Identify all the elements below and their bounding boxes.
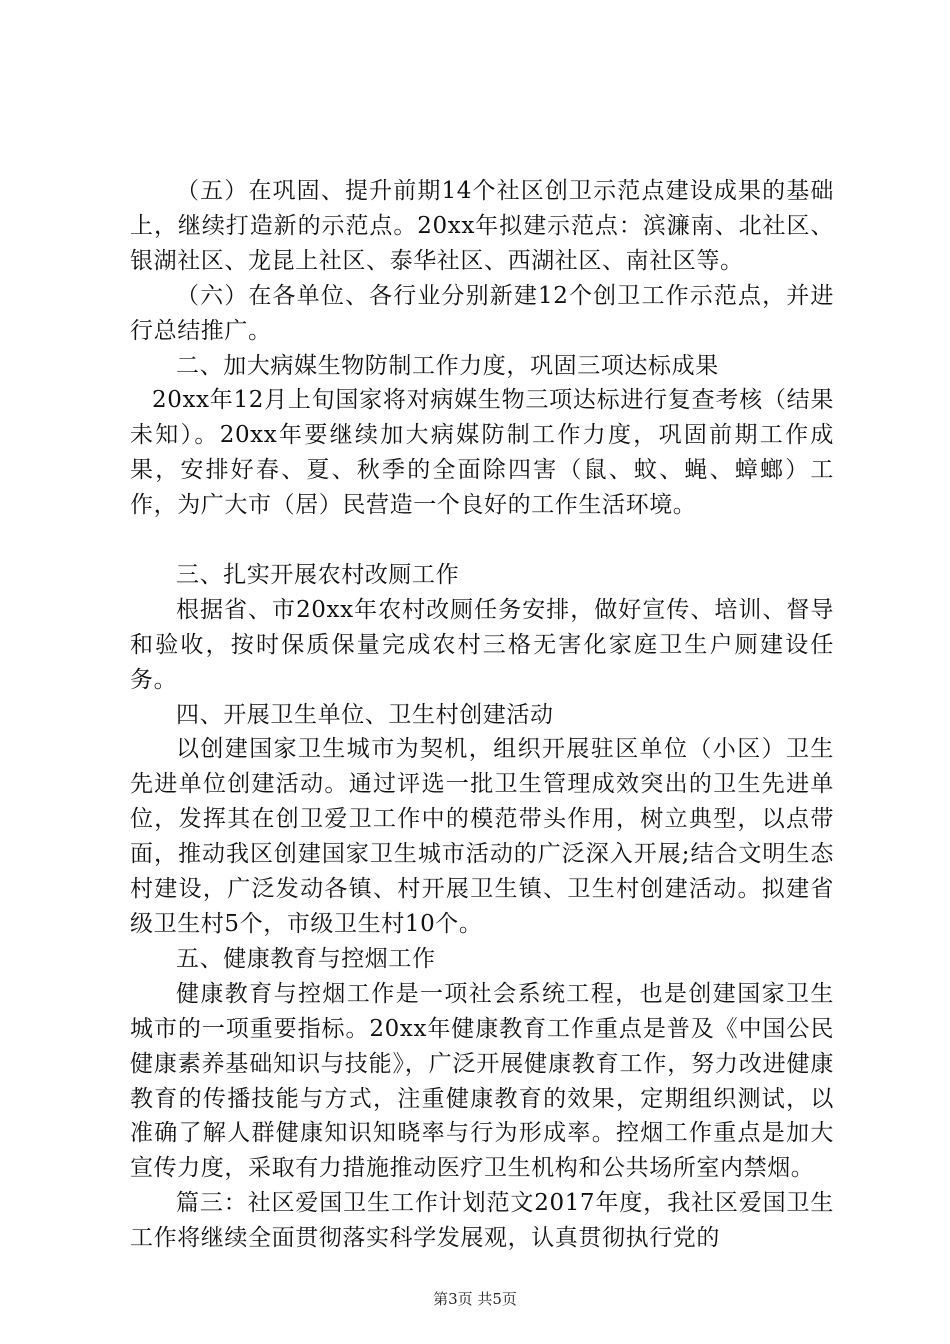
paragraph-part-three: 篇三：社区爱国卫生工作计划范文2017年度，我社区爱国卫生工作将继续全面贯彻落实科学发展观，认真贯彻执行党的	[130, 1190, 834, 1252]
page-number-footer: 第3页 共5页	[433, 1290, 517, 1308]
paragraph-item-six: （六）在各单位、各行业分别新建12个创卫工作示范点，并进行总结推广。	[130, 282, 834, 344]
section-heading-toilet-reform: 三、扎实开展农村改厕工作	[176, 561, 460, 588]
paragraph-health-units: 以创建国家卫生城市为契机，组织开展驻区单位（小区）卫生先进单位创建活动。通过评选一批卫生管理成效突出的卫生先进单位，发挥其在创卫爱卫工作中的模范带头作用，树立典型，以点带面，推动我区创建国家卫生城市活动的广泛深入开展;结合文明生态村建设，广泛发动各镇、村开展卫生镇、卫生村创建活动。拟建省级卫生村5个，市级卫生村10个。	[130, 736, 834, 938]
paragraph-health-education: 健康教育与控烟工作是一项社会系统工程，也是创建国家卫生城市的一项重要指标。20xx年健康教育工作重点是普及《中国公民健康素养基础知识与技能》，广泛开展健康教育工作，努力改进健康教育的传播技能与方式，注重健康教育的效果，定期组织测试，以准确了解人群健康知识知晓率与行为形成率。控烟工作重点是加大宣传力度，采取有力措施推动医疗卫生机构和公共场所室内禁烟。	[130, 980, 834, 1182]
paragraph-item-five: （五）在巩固、提升前期14个社区创卫示范点建设成果的基础上，继续打造新的示范点。20xx年拟建示范点：滨濂南、北社区、银湖社区、龙昆上社区、泰华社区、西湖社区、南社区等。	[130, 178, 834, 274]
section-heading-vector-control: 二、加大病媒生物防制工作力度，巩固三项达标成果	[176, 352, 719, 379]
paragraph-toilet-reform: 根据省、市20xx年农村改厕任务安排，做好宣传、培训、督导和验收，按时保质保量完成农村三格无害化家庭卫生户厕建设任务。	[130, 596, 834, 693]
section-heading-health-education: 五、健康教育与控烟工作	[176, 945, 436, 972]
section-heading-health-units: 四、开展卫生单位、卫生村创建活动	[176, 701, 554, 728]
document-body	[130, 174, 834, 1256]
paragraph-vector-control: 20xx年12月上旬国家将对病媒生物三项达标进行复查考核（结果未知）。20xx年要继续加大病媒防制工作力度，巩固前期工作成果，安排好春、夏、秋季的全面除四害（鼠、蚊、蝇、蟑螂）工作，为广大市（居）民营造一个良好的工作生活环境。	[130, 387, 834, 519]
blank-line	[130, 523, 834, 558]
